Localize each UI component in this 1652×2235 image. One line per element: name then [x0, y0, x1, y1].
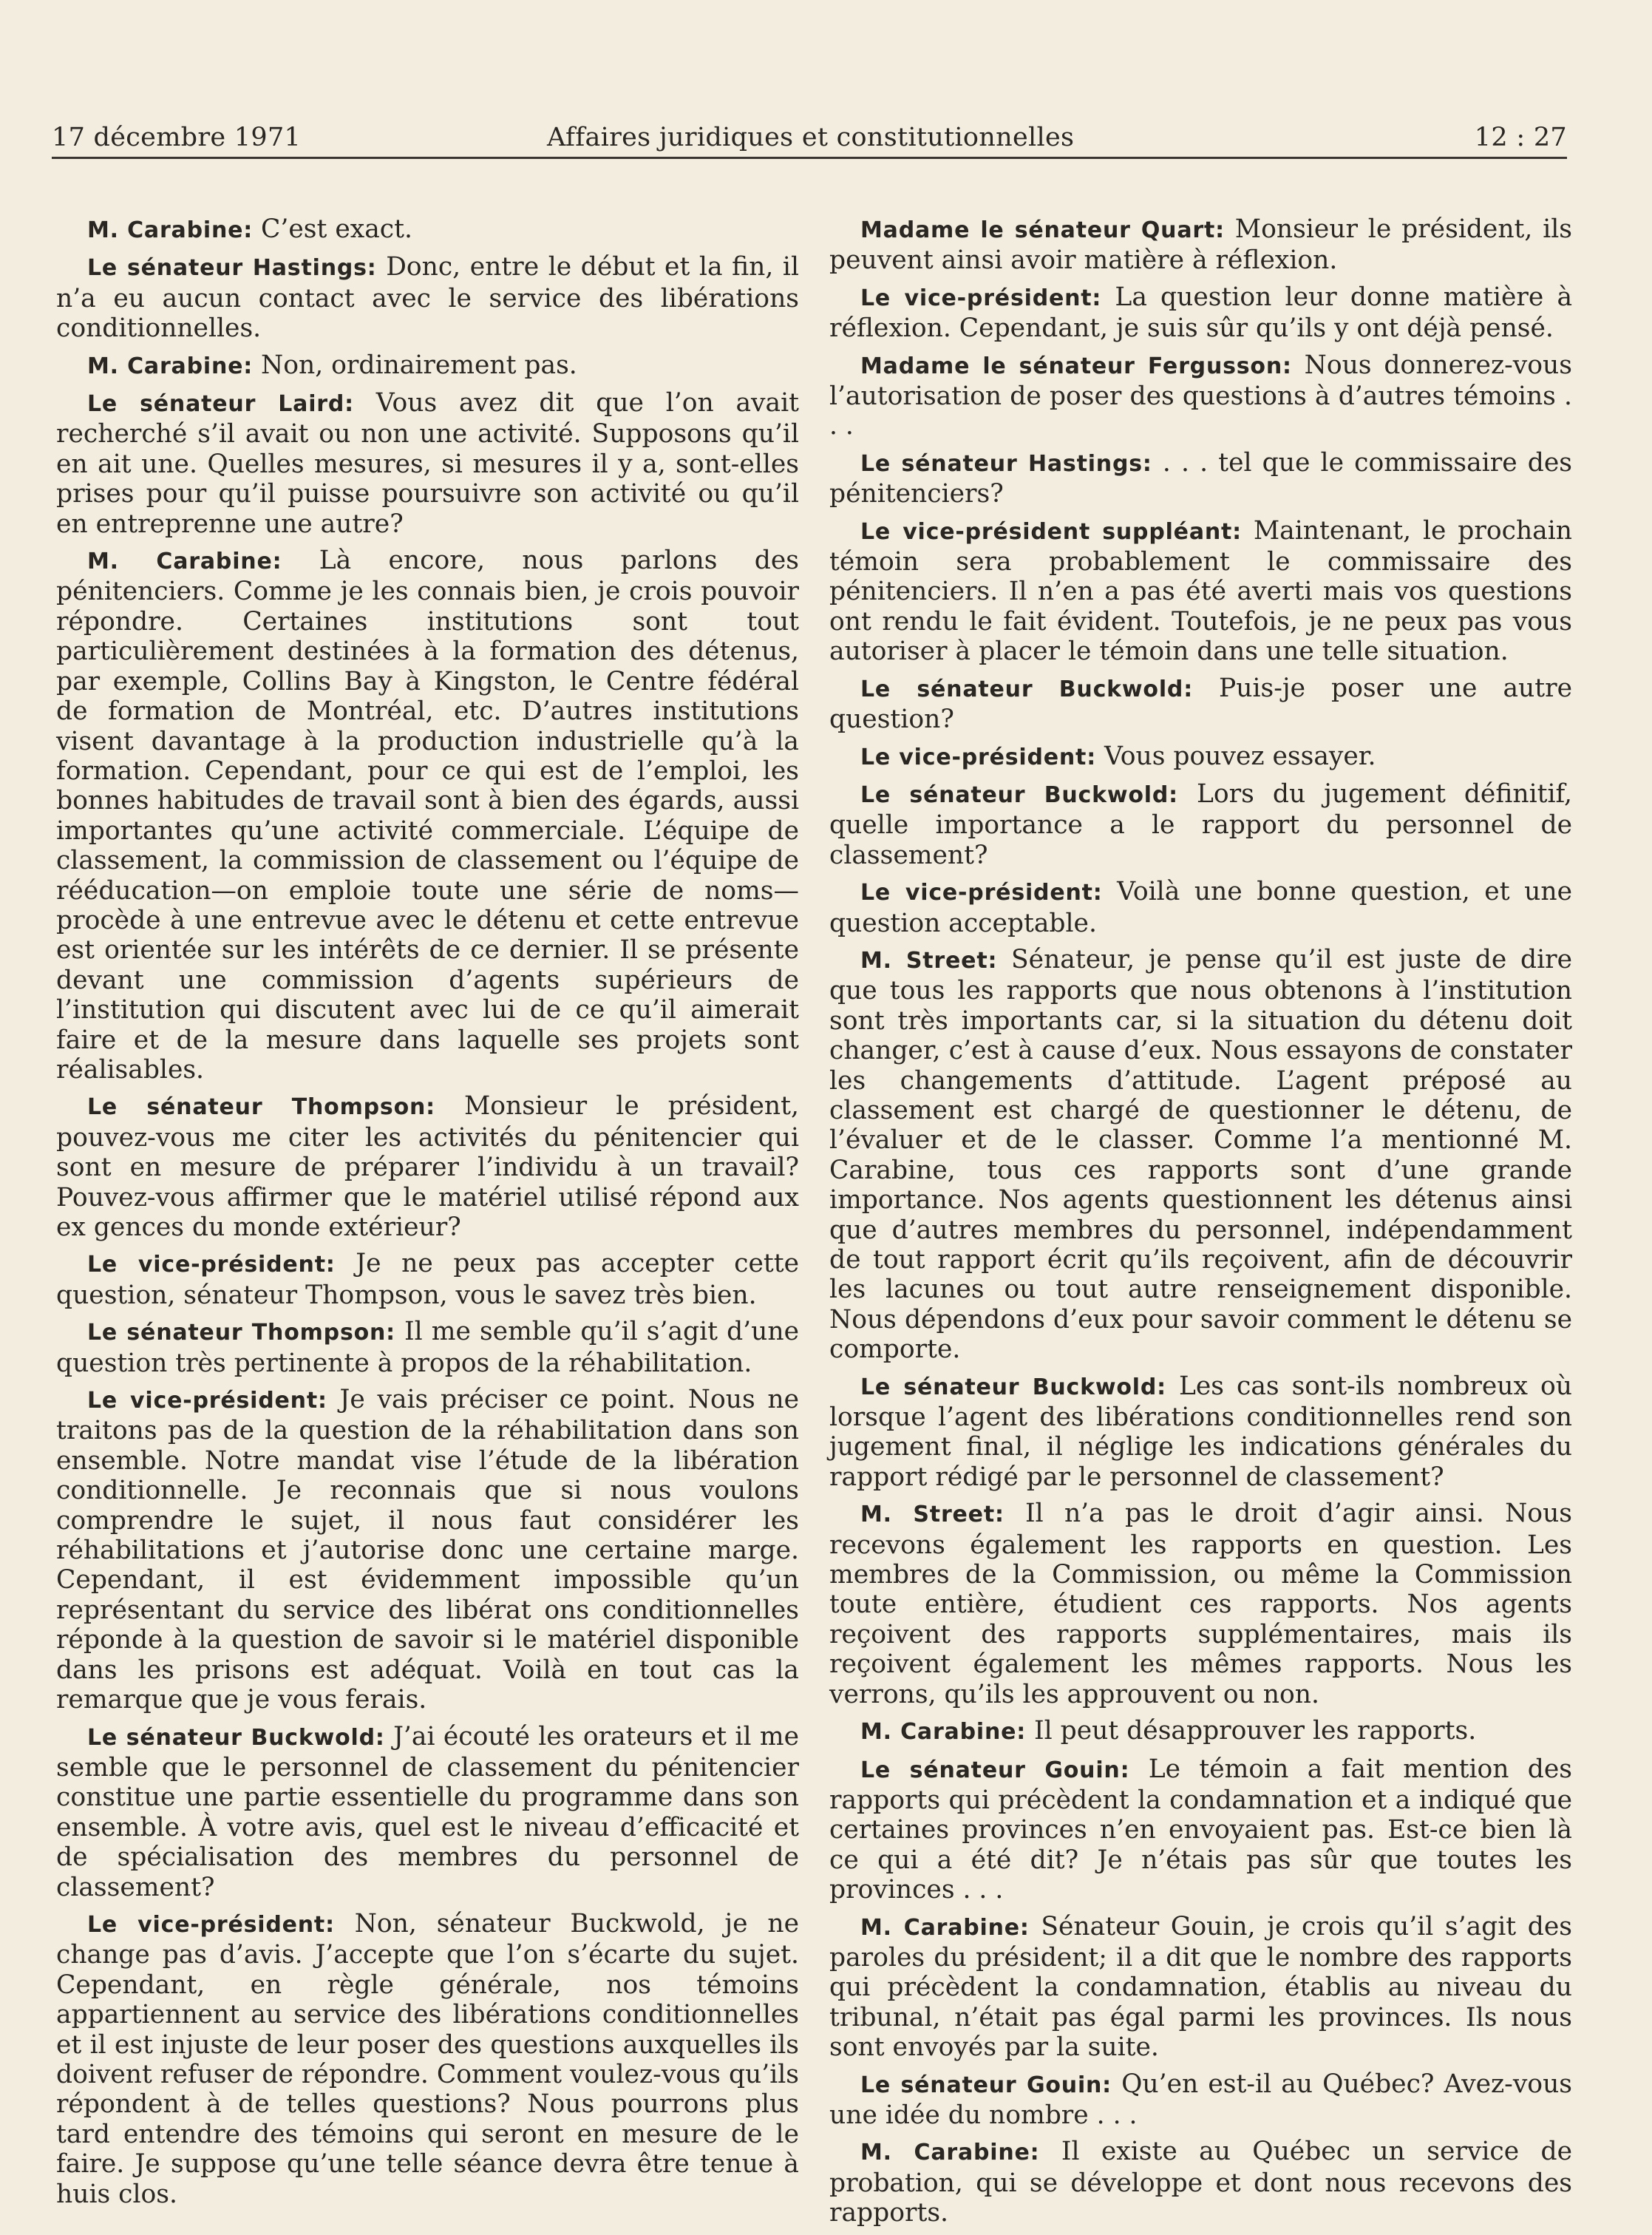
speech-text: Monsieur le président, ils peuvent ainsi avoir matière à réflexion. — [829, 214, 1572, 276]
transcript-paragraph — [56, 1317, 799, 1378]
speech-text: Lors du jugement définitif, quelle importance a le rapport du personnel de classement? — [829, 779, 1573, 870]
speech-text: Qu’en est-il au Québec? Avez-vous une idée du nombre . . . — [829, 2069, 1573, 2130]
header-page-number: 12 : 27 — [1474, 123, 1567, 152]
speaker-name: Le vice-président: — [860, 880, 1103, 906]
speech-text: Maintenant, le prochain témoin sera probablement le commissaire des pénitenciers. Il n’en a pas été averti mais vos questions ont rendu le fait évident. Toutefois, je ne peux pas vous autoriser à placer le témoin dans une telle situation. — [829, 515, 1572, 667]
speaker-name: M. Carabine: — [87, 353, 254, 379]
speaker-name: Le sénateur Buckwold: — [860, 781, 1178, 808]
transcript-paragraph — [829, 1371, 1572, 1493]
speech-text: Vous avez dit que l’on avait recherché s’il avait ou non une activité. Supposons qu’il en ait une. Quelles mesures, si mesures il y a, sont-elles prises pour qu’il puisse poursuivre son activité ou qu’il en entreprenne une autre? — [56, 388, 799, 539]
speaker-name: M. Carabine: — [87, 217, 254, 243]
speaker-name: M. Carabine: — [860, 1719, 1027, 1746]
transcript-paragraph — [56, 1385, 799, 1715]
speaker-name: Le sénateur Laird: — [87, 391, 354, 418]
speaker-name: Le sénateur Gouin: — [860, 1757, 1130, 1783]
speech-text: Sénateur Gouin, je crois qu’il s’agit des paroles du président; il a dit que le nombre des rapports qui précèdent la condamnation, établis au niveau du tribunal, n’était pas égal parmi les provinces. Ils nous sont envoyés par la suite. — [829, 1911, 1573, 2063]
speech-text: Voilà une bonne question, et une question acceptable. — [829, 877, 1572, 938]
transcript-paragraph — [829, 945, 1572, 1365]
speaker-name: Le vice-président: — [87, 1252, 336, 1278]
speech-text: Il existe au Québec un service de probation, qui se développe et dont nous recevons des rapports. — [829, 2137, 1572, 2228]
speaker-name: Le vice-président: — [87, 1911, 335, 1938]
right-column — [829, 214, 1572, 2235]
transcript-paragraph — [829, 877, 1572, 938]
speaker-name: Le vice-président: — [860, 285, 1102, 311]
left-column — [56, 214, 799, 2216]
transcript-paragraph — [829, 1754, 1572, 1905]
speaker-name: Le sénateur Thompson: — [87, 1320, 395, 1346]
speaker-name: M. Street: — [860, 947, 998, 974]
speech-text: Non, sénateur Buckwold, je ne change pas d’avis. J’accepte que l’on s’écarte du sujet. Cependant, en règle générale, nos témoins appartiennent au service des libérations conditionnelles et il est injuste de leur poser des questions auxquelles ils doivent refuser de répondre. Comment voulez-vous qu’ils répondent à de telles questions? Nous pourrons plus tard entendre des témoins qui seront en mesure de le faire. Je suppose qu’une telle séance devra être tenue à huis clos. — [56, 1908, 800, 2209]
speech-text: Il peut désapprouver les rapports. — [1034, 1716, 1477, 1746]
transcript-paragraph — [56, 546, 799, 1085]
transcript-paragraph — [56, 388, 799, 539]
transcript-paragraph — [829, 674, 1572, 735]
transcript-paragraph — [56, 214, 799, 245]
speech-text: Monsieur le président, pouvez-vous me citer les activités du pénitencier qui sont en mesure de préparer l’individu à un travail? Pouvez-vous affirmer que le matériel utilisé répond aux ex gences du monde extérieur? — [56, 1091, 799, 1242]
transcript-paragraph — [829, 282, 1572, 344]
speech-text: La question leur donne matière à réflexion. Cependant, je suis sûr qu’ils y ont déjà pensé. — [829, 282, 1573, 344]
speaker-name: Madame le sénateur Fergusson: — [860, 353, 1292, 379]
speech-text: Il me semble qu’il s’agit d’une question très pertinente à propos de la réhabilitation. — [56, 1317, 799, 1378]
transcript-paragraph — [56, 252, 799, 343]
speaker-name: Le sénateur Buckwold: — [87, 1724, 385, 1751]
transcript-paragraph — [829, 779, 1572, 870]
speaker-name: Le sénateur Hastings: — [860, 450, 1152, 477]
speaker-name: M. Carabine: — [87, 549, 282, 575]
transcript-paragraph — [829, 742, 1572, 773]
transcript-paragraph — [829, 2069, 1572, 2131]
speaker-name: Le sénateur Hastings: — [87, 255, 377, 282]
transcript-paragraph — [56, 1722, 799, 1902]
speech-text: . . . tel que le commissaire des pénitenciers? — [829, 447, 1572, 509]
speaker-name: Le sénateur Buckwold: — [860, 676, 1193, 702]
transcript-paragraph — [829, 214, 1572, 276]
speaker-name: Le vice-président suppléant: — [860, 518, 1242, 545]
speaker-name: M. Street: — [860, 1502, 1005, 1528]
transcript-paragraph — [56, 1909, 799, 2209]
page-header — [52, 118, 1567, 159]
speaker-name: Le sénateur Thompson: — [87, 1094, 435, 1121]
speech-text: Nous donnerez-vous l’autorisation de poser des questions à d’autres témoins . . . — [829, 350, 1572, 441]
speaker-name: Le sénateur Buckwold: — [860, 1374, 1166, 1400]
transcript-paragraph — [829, 2137, 1572, 2228]
speech-text: Donc, entre le début et la fin, il n’a eu aucun contact avec le service des libérations conditionnelles. — [56, 252, 799, 344]
transcript-paragraph — [829, 1499, 1572, 1709]
speech-text: Vous pouvez essayer. — [1104, 741, 1376, 771]
speech-text: Là encore, nous parlons des pénitenciers. Comme je les connais bien, je crois pouvoir répondre. Certaines institutions sont tout particulièrement destinées à la formation des détenus, par exemple, Collins Bay à Kingston, le Centre fédéral de formation de Montréal, etc. D’autres institutions visent davantage à la production industrielle qu’à la formation. Cependant, pour ce qui est de l’emploi, les bonnes habitudes de travail sont à bien des égards, aussi importantes qu’une activité commerciale. L’équipe de classement, la commission de classement ou l’équipe de rééducation—on emploie toute une série de noms—procède à une entrevue avec le détenu et cette entrevue est orientée sur les intérêts de ce dernier. Il se présente devant une commission d’agents supérieurs de l’institution qui discutent avec lui de ce qu’il aimerait faire et de la mesure dans laquelle ses projets sont réalisables. — [56, 546, 799, 1085]
transcript-paragraph — [829, 1912, 1572, 2063]
speaker-name: M. Carabine: — [860, 2140, 1040, 2166]
speech-text: J’ai écouté les orateurs et il me semble que le personnel de classement du pénitencier constitue une partie essentielle du programme dans son ensemble. À votre avis, quel est le niveau d’efficacité et de spécialisation des membres du personnel de classement? — [56, 1721, 799, 1902]
speech-text: Non, ordinairement pas. — [261, 350, 577, 380]
speaker-name: Madame le sénateur Quart: — [860, 217, 1225, 243]
transcript-paragraph — [56, 350, 799, 381]
speech-text: Je vais préciser ce point. Nous ne traitons pas de la question de la réhabilitation dans son ensemble. Notre mandat vise l’étude de la libération conditionnelle. Je reconnais que si nous voulons comprendre le sujet, il nous faut considérer les réhabilitations et j’autorise donc une certaine marge. Cependant, il est évidemment impossible qu’un représentant du service des libérat ons conditionnelles réponde à la question de savoir si le matériel disponible dans les prisons est adéquat. Voilà en tout cas la remarque que je vous ferais. — [56, 1385, 800, 1715]
transcript-paragraph — [829, 448, 1572, 509]
speaker-name: Le vice-président: — [860, 744, 1096, 770]
transcript-paragraph — [829, 516, 1572, 667]
speaker-name: Le vice-président: — [87, 1388, 327, 1414]
speech-text: Je ne peux pas accepter cette question, sénateur Thompson, vous le savez très bien. — [56, 1249, 800, 1310]
speaker-name: M. Carabine: — [860, 1914, 1030, 1941]
speech-text: Les cas sont-ils nombreux où lorsque l’agent des libérations conditionnelles rend son jugement final, il néglige les indications générales du rapport rédigé par le personnel de classement? — [829, 1371, 1572, 1492]
transcript-paragraph — [829, 1716, 1572, 1747]
speech-text: Sénateur, je pense qu’il est juste de dire que tous les rapports que nous obtenons à l’institution sont très importants car, si la situation du détenu doit changer, c’est à cause d’eux. Nous essayons de constater les changements d’attitude. L’agent préposé au classement est chargé de questionner le détenu, de l’évaluer et de le classer. Comme l’a mentionné M. Carabine, tous ces rapports sont d’une grande importance. Nos agents questionnent les détenus ainsi que d’autres membres du personnel, indépendamment de tout rapport écrit qu’ils reçoivent, afin de découvrir les lacunes ou tout autre renseignement disponible. Nous dépendons d’eux pour savoir comment le détenu se comporte. — [829, 944, 1573, 1365]
speech-text: Puis-je poser une autre question? — [829, 673, 1573, 735]
transcript-paragraph — [56, 1091, 799, 1242]
transcript-paragraph — [56, 1249, 799, 1310]
speech-text: Il n’a pas le droit d’agir ainsi. Nous recevons également les rapports en question. Les membres de la Commission, ou même la Commission toute entière, étudient ces rapports. Nos agents reçoivent des rapports supplémentaires, mais ils reçoivent également les mêmes rapports. Nous les verrons, qu’ils les approuvent ou non. — [829, 1499, 1572, 1709]
speech-text: C’est exact. — [261, 214, 412, 244]
transcript-paragraph — [829, 350, 1572, 441]
header-title: Affaires juridiques et constitutionnelles — [547, 123, 1075, 152]
speech-text: Le témoin a fait mention des rapports qui précèdent la condamnation et a indiqué que certaines provinces n’en envoyaient pas. Est-ce bien là ce qui a été dit? Je n’étais pas sûr que toutes les provinces . . . — [829, 1754, 1572, 1905]
speaker-name: Le sénateur Gouin: — [860, 2072, 1112, 2098]
header-date: 17 décembre 1971 — [52, 123, 302, 152]
